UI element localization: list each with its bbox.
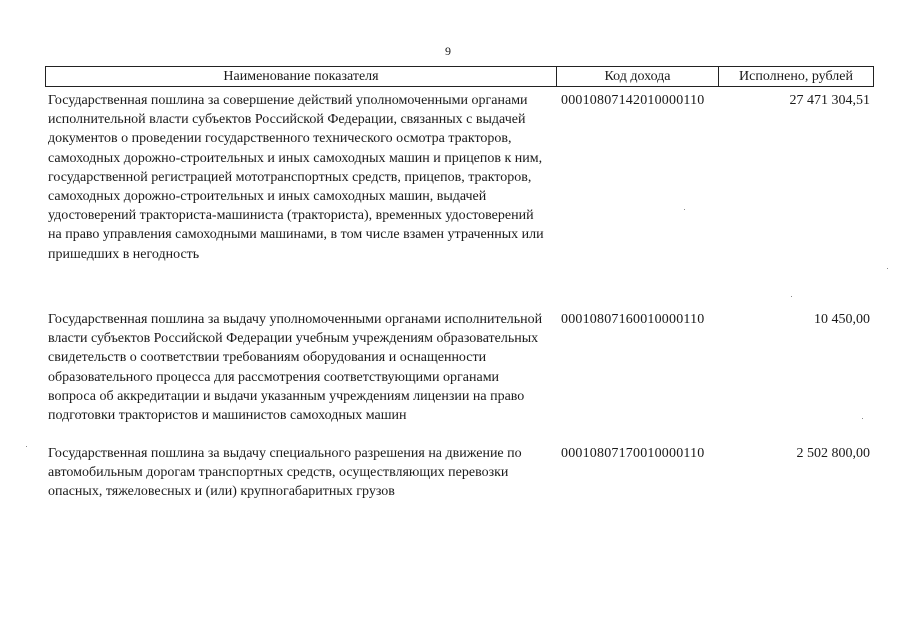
row-amount: 10 450,00 (814, 312, 870, 327)
scan-speck (26, 446, 27, 447)
scan-speck (887, 268, 888, 269)
row-amount: 27 471 304,51 (789, 93, 870, 108)
row-code: 00010807170010000110 (561, 446, 705, 461)
row-name: Государственная пошлина за выдачу уполномоченными органами исполнительной власти субъектов Российской Федерации учебным учреждениям образовательных свидетельств о соответствии требованиям оборудования и оснащенности образовательного процесса для рассмотрения соответствующими органами вопроса об аккредитации и выдачи указанным учреждениям лицензии на право подготовки трактористов и машинистов самоходных машин (48, 312, 543, 424)
header-code: Код дохода (557, 67, 719, 86)
page-number: 9 (445, 44, 451, 58)
scan-speck (791, 296, 792, 297)
row-amount: 2 502 800,00 (796, 446, 870, 461)
table-header (45, 66, 874, 87)
header-name: Наименование показателя (46, 67, 557, 86)
row-name: Государственная пошлина за выдачу специального разрешения на движение по автомобильным дорогам транспортных средств, осуществляющих перевозки опасных, тяжеловесных и (или) крупногабаритных грузов (48, 446, 522, 500)
row-name: Государственная пошлина за совершение действий уполномоченными органами исполнительной власти субъектов Российской Федерации, связанных с выдачей документов о проведении государственного технического осмотра тракторов, самоходных дорожно-строительных и иных самоходных машин и прицепов к ним, государственной регистрацией мототранспортных средств, прицепов, тракторов, самоходных дорожно-строительных и иных самоходных машин, выдачей удостоверений тракториста-машиниста (тракториста), временных удостоверений на право управления самоходными машинами, в том числе взамен утраченных или пришедших в негодность (48, 93, 544, 262)
scan-speck (684, 209, 685, 210)
header-executed: Исполнено, рублей (739, 68, 853, 84)
row-code: 00010807160010000110 (561, 312, 705, 327)
row-code: 00010807142010000110 (561, 93, 705, 108)
scan-speck (862, 418, 863, 419)
